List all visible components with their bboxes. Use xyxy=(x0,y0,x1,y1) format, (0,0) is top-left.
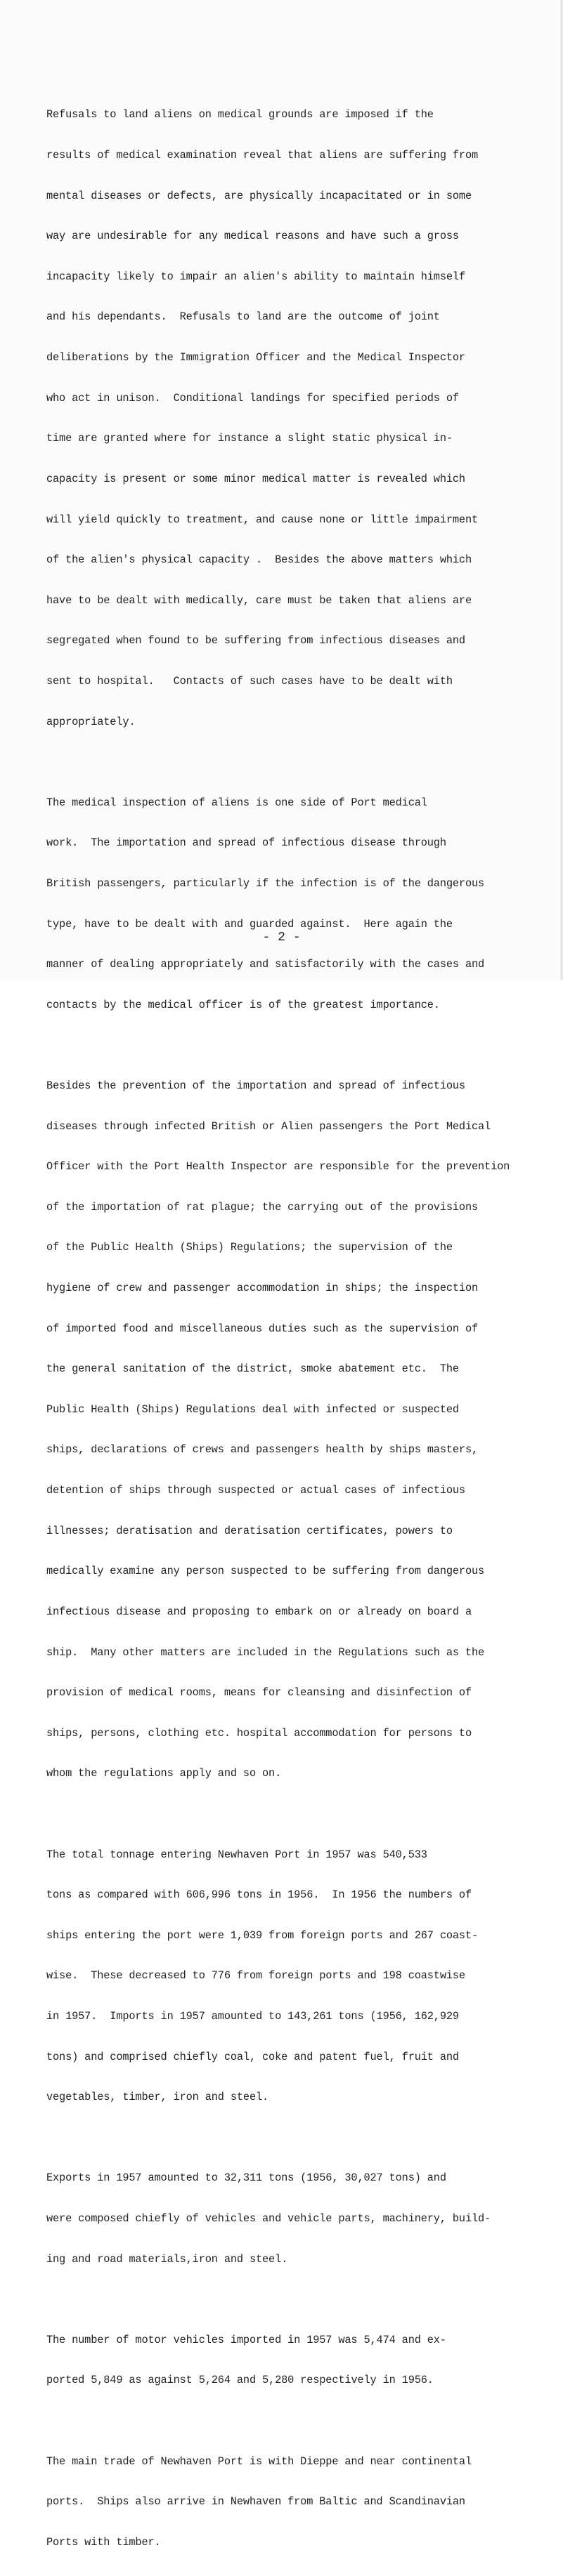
text-line: ships, declarations of crews and passengers health by ships masters, xyxy=(46,1443,479,1457)
paragraph-motor-vehicles xyxy=(46,2306,549,2414)
paragraph-medical-inspection xyxy=(46,769,549,1039)
text-line: of imported food and miscellaneous duties such as the supervision of xyxy=(46,1322,479,1335)
text-line: tons) and comprised chiefly coal, coke and patent fuel, fruit and xyxy=(46,2050,459,2063)
text-line: provision of medical rooms, means for cleansing and disinfection of xyxy=(46,1686,472,1700)
text-line: tons as compared with 606,996 tons in 1956. In 1956 the numbers of xyxy=(46,1888,472,1902)
text-line: hygiene of crew and passenger accommodation in ships; the inspection xyxy=(46,1282,479,1295)
text-line: in 1957. Imports in 1957 amounted to 143,261 tons (1956, 162,929 xyxy=(46,2010,459,2023)
text-line: Besides the prevention of the importation and spread of infectious xyxy=(46,1079,465,1092)
paragraph-main-trade xyxy=(46,2428,549,2576)
text-line: will yield quickly to treatment, and cause none or little impairment xyxy=(46,513,479,526)
text-line: wise. These decreased to 776 from foreign ports and 198 coastwise xyxy=(46,1969,465,1983)
text-line: work. The importation and spread of infectious disease through xyxy=(46,836,446,850)
text-line: capacity is present or some minor medical matter is revealed which xyxy=(46,472,465,485)
text-line: ing and road materials,iron and steel. xyxy=(46,2252,288,2266)
text-line: ship. Many other matters are included in the Regulations such as the xyxy=(46,1645,485,1659)
text-line: sent to hospital. Contacts of such cases have to be dealt with xyxy=(46,674,453,688)
text-line: have to be dealt with medically, care must be taken that aliens are xyxy=(46,593,472,607)
text-line: Refusals to land aliens on medical grounds are imposed if the xyxy=(46,108,434,121)
text-line: deliberations by the Immigration Officer and the Medical Inspector xyxy=(46,351,465,364)
text-line: The total tonnage entering Newhaven Port in 1957 was 540,533 xyxy=(46,1848,427,1861)
text-line: of the Public Health (Ships) Regulations; the supervision of the xyxy=(46,1241,453,1254)
text-line: illnesses; deratisation and deratisation certificates, powers to xyxy=(46,1524,453,1537)
text-line: appropriately. xyxy=(46,715,136,728)
text-line: The number of motor vehicles imported in 1957 was 5,474 and ex- xyxy=(46,2333,446,2346)
text-line: results of medical examination reveal that aliens are suffering from xyxy=(46,149,479,162)
text-line: ported 5,849 as against 5,264 and 5,280 respectively in 1956. xyxy=(46,2374,434,2387)
paragraph-aliens-refusals xyxy=(46,81,549,756)
text-line: Officer with the Port Health Inspector are responsible for the prevention xyxy=(46,1160,510,1174)
text-line: manner of dealing appropriately and satisfactorily with the cases and xyxy=(46,958,485,971)
text-line: and his dependants. Refusals to land are the outcome of joint xyxy=(46,310,440,324)
text-line: vegetables, timber, iron and steel. xyxy=(46,2091,269,2104)
text-line: ships entering the port were 1,039 from foreign ports and 267 coast- xyxy=(46,1928,479,1942)
text-line: mental diseases or defects, are physically incapacitated or in some xyxy=(46,189,472,202)
text-line: whom the regulations apply and so on. xyxy=(46,1767,282,1780)
text-line: diseases through infected British or Alien passengers the Port Medical xyxy=(46,1119,491,1133)
text-line: British passengers, particularly if the infection is of the dangerous xyxy=(46,876,485,890)
text-line: way are undesirable for any medical reasons and have such a gross xyxy=(46,230,459,243)
text-line: infectious disease and proposing to embark on or already on board a xyxy=(46,1605,472,1618)
text-line: Public Health (Ships) Regulations deal with infected or suspected xyxy=(46,1402,459,1416)
text-line: detention of ships through suspected or actual cases of infectious xyxy=(46,1484,465,1497)
text-line: were composed chiefly of vehicles and vehicle parts, machinery, build- xyxy=(46,2212,491,2226)
text-line: type, have to be dealt with and guarded against. Here again the xyxy=(46,917,453,931)
text-line: The main trade of Newhaven Port is with Dieppe and near continental xyxy=(46,2455,472,2468)
page-edge-shadow xyxy=(560,0,563,980)
paragraph-tonnage-imports xyxy=(46,1821,549,2131)
text-line: medically examine any person suspected to be suffering from dangerous xyxy=(46,1565,485,1578)
page-number: - 2 - xyxy=(262,931,301,945)
text-line: Exports in 1957 amounted to 32,311 tons (1956, 30,027 tons) and xyxy=(46,2171,446,2185)
text-line: The medical inspection of aliens is one side of Port medical xyxy=(46,796,427,809)
paragraph-port-health-duties xyxy=(46,1053,549,1808)
text-line: Ports with timber. xyxy=(46,2535,161,2549)
text-line: ships, persons, clothing etc. hospital accommodation for persons to xyxy=(46,1726,472,1740)
text-line: time are granted where for instance a slight static physical in- xyxy=(46,432,453,445)
text-line: the general sanitation of the district, smoke abatement etc. The xyxy=(46,1362,459,1376)
text-line: who act in unison. Conditional landings for specified periods of xyxy=(46,391,459,405)
text-line: of the importation of rat plague; the carrying out of the provisions xyxy=(46,1200,479,1214)
text-line: incapacity likely to impair an alien's ability to maintain himself xyxy=(46,270,465,283)
text-line: contacts by the medical officer is of the greatest importance. xyxy=(46,998,440,1011)
text-line: segregated when found to be suffering from infectious diseases and xyxy=(46,634,465,648)
text-line: of the alien's physical capacity . Besides the above matters which xyxy=(46,553,472,567)
text-line: ports. Ships also arrive in Newhaven from Baltic and Scandinavian xyxy=(46,2495,465,2509)
paragraph-exports xyxy=(46,2145,549,2293)
